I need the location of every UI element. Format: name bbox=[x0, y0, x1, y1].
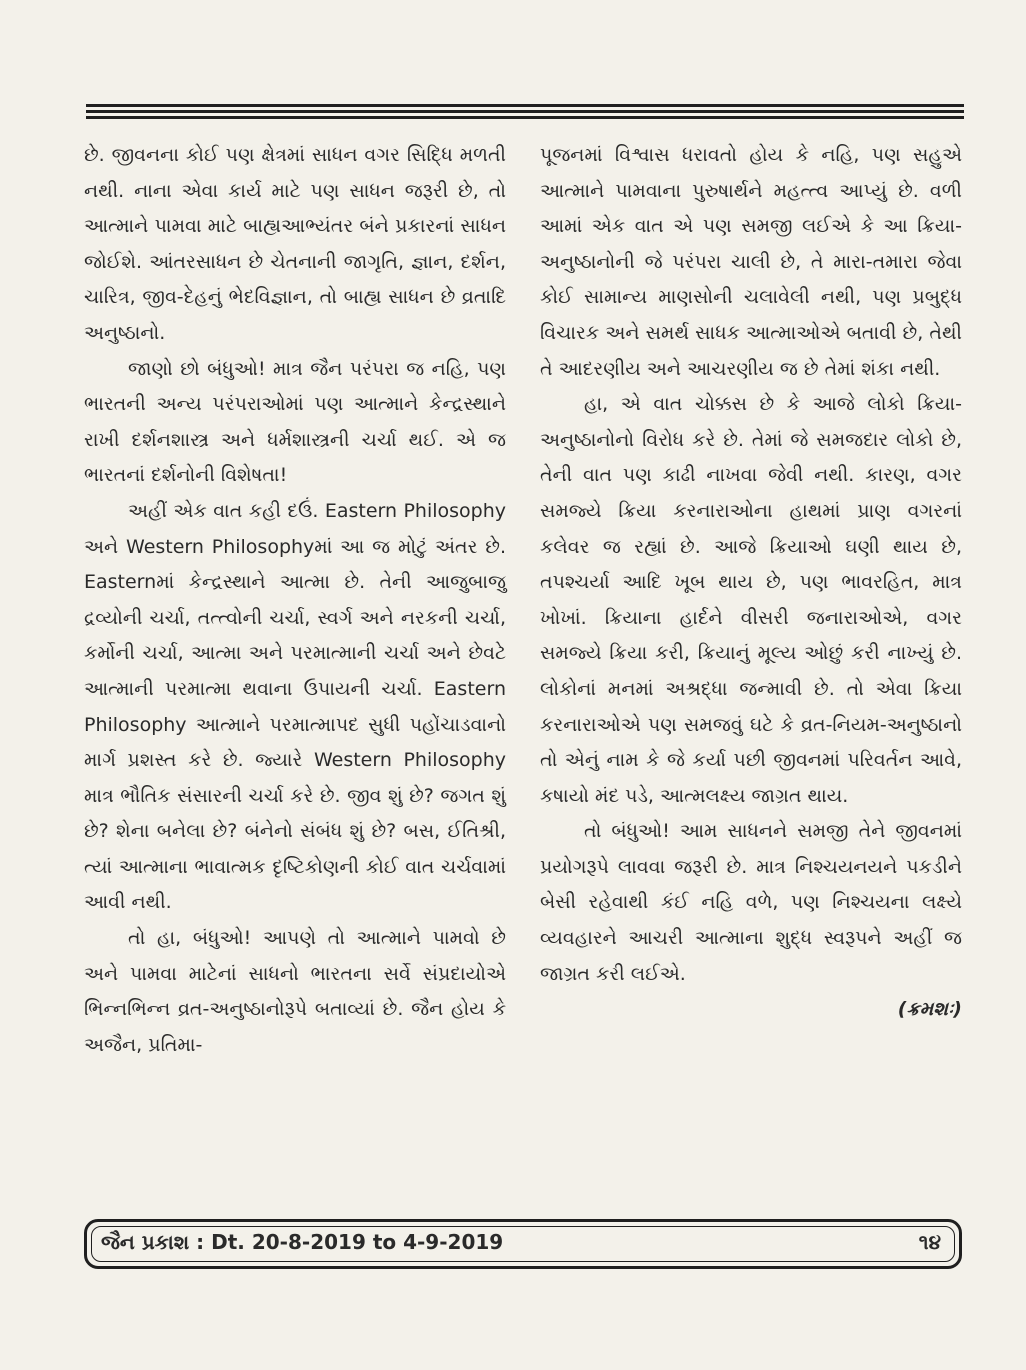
paragraph: તો હા, બંધુઓ! આપણે તો આત્માને પામવો છે અને પામવા માટેનાં સાધનો ભારતના સર્વે સંપ્રદાયોએ ભિન્નભિન્ન વ્રત-અનુષ્ઠાનોરૂપે બતાવ્યાં છે. જૈન હોય કે અજૈન, પ્રતિમા- bbox=[84, 927, 506, 1056]
footer bbox=[84, 1219, 962, 1269]
paragraph: જાણો છો બંધુઓ! માત્ર જૈન પરંપરા જ નહિ, પણ ભારતની અન્ય પરંપરાઓમાં પણ આત્માને કેન્દ્રસ્થાને રાખી દર્શનશાસ્ત્ર અને ધર્મશાસ્ત્રની ચર્ચા થઈ. એ જ ભારતનાં દર્શનોની વિશેષતા! bbox=[84, 357, 506, 487]
paragraph: હા, એ વાત ચોક્કસ છે કે આજે લોકો ક્રિયા-અનુષ્ઠાનોનો વિરોધ કરે છે. તેમાં જે સમજદાર લોકો છે, તેની વાત પણ કાઢી નાખવા જેવી નથી. કારણ, વગર સમજ્યે ક્રિયા કરનારાઓના હાથમાં પ્રાણ વગરનાં કલેવર જ રહ્યાં છે. આજે ક્રિયાઓ ઘણી થાય છે, તપશ્ચર્યા આદિ ખૂબ થાય છે, પણ ભાવરહિત, માત્ર ખોખાં. ક્રિયાના હાર્દને વીસરી જનારાઓએ, વગર સમજ્યે ક્રિયા કરી, ક્રિયાનું મૂલ્ય ઓછું કરી નાખ્યું છે. લોકોનાં મનમાં અશ્રદ્ધા જન્માવી છે. તો એવા ક્રિયા કરનારાઓએ પણ સમજવું ઘટે કે વ્રત-નિયમ-અનુષ્ઠાનો તો એનું નામ કે જે કર્યા પછી જીવનમાં પરિવર્તન આવે, કષાયો મંદ પડે, આત્મલક્ષ્ય જાગ્રત થાય. bbox=[540, 393, 962, 807]
continued-label: (ક્રમશઃ) bbox=[897, 998, 962, 1021]
paragraph: પૂજનમાં વિશ્વાસ ધરાવતો હોય કે નહિ, પણ સહુએ આત્માને પામવાના પુરુષાર્થને મહત્ત્વ આપ્યું છે. વળી આમાં એક વાત એ પણ સમજી લઈએ કે આ ક્રિયા-અનુષ્ઠાનોની જે પરંપરા ચાલી છે, તે મારા-તમારા જેવા કોઈ સામાન્ય માણસોની ચલાવેલી નથી, પણ પ્રબુદ્ધ વિચારક અને સમર્થ સાધક આત્માઓએ બતાવી છે, તેથી તે આદરણીય અને આચરણીય જ છે તેમાં શંકા નથી. bbox=[540, 144, 962, 380]
header-rule bbox=[86, 116, 964, 119]
paragraph: અહીં એક વાત કહી દઉં. Eastern Philosophy અને Western Philosophyમાં આ જ મોટું અંતર છે. Easternમાં કેન્દ્રસ્થાને આત્મા છે. તેની આજુબાજુ દ્રવ્યોની ચર્ચા, તત્ત્વોની ચર્ચા, સ્વર્ગ અને નરકની ચર્ચા, કર્મોની ચર્ચા, આત્મા અને પરમાત્માની ચર્ચા અને છેવટે આત્માની પરમાત્મા થવાના ઉપાયની ચર્ચા. Eastern Philosophy આત્માને પરમાત્માપદ સુધી પહોંચાડવાનો માર્ગ પ્રશસ્ત કરે છે. જ્યારે Western Philosophy માત્ર ભૌતિક સંસારની ચર્ચા કરે છે. જીવ શું છે? જગત શું છે? શેના બનેલા છે? બંનેનો સંબંધ શું છે? બસ, ઈતિશ્રી, ત્યાં આત્માના ભાવાત્મક દૃષ્ટિકોણની કોઈ વાત ચર્ચવામાં આવી નથી. bbox=[84, 499, 506, 914]
paragraph: તો બંધુઓ! આમ સાધનને સમજી તેને જીવનમાં પ્રયોગરૂપે લાવવા જરૂરી છે. માત્ર નિશ્ચયનયને પકડીને બેસી રહેવાથી કંઈ નહિ વળે, પણ નિશ્ચયના લક્ષ્યે વ્યવહારને આચરી આત્માના શુદ્ધ સ્વરૂપને અહીં જ જાગ્રત કરી લઈએ. bbox=[540, 820, 962, 985]
left-column bbox=[84, 138, 506, 1063]
paragraph: છે. જીવનના કોઈ પણ ક્ષેત્રમાં સાધન વગર સિદ્ધિ મળતી નથી. નાના એવા કાર્ય માટે પણ સાધન જરૂરી છે, તો આત્માને પામવા માટે બાહ્યઆભ્યંતર બંને પ્રકારનાં સાધન જોઈશે. આંતરસાધન છે ચેતનાની જાગૃતિ, જ્ઞાન, દર્શન, ચારિત્ર, જીવ-દેહનું ભેદવિજ્ઞાન, તો બાહ્ય સાધન છે વ્રતાદિ અનુષ્ઠાનો. bbox=[84, 144, 506, 344]
right-column bbox=[540, 138, 962, 1028]
publication-date: જૈન પ્રકાશ : Dt. 20-8-2019 to 4-9-2019 bbox=[101, 1230, 504, 1254]
header-rule bbox=[86, 110, 964, 113]
header-rule bbox=[86, 104, 964, 107]
page-number: ૧૪ bbox=[918, 1230, 941, 1254]
